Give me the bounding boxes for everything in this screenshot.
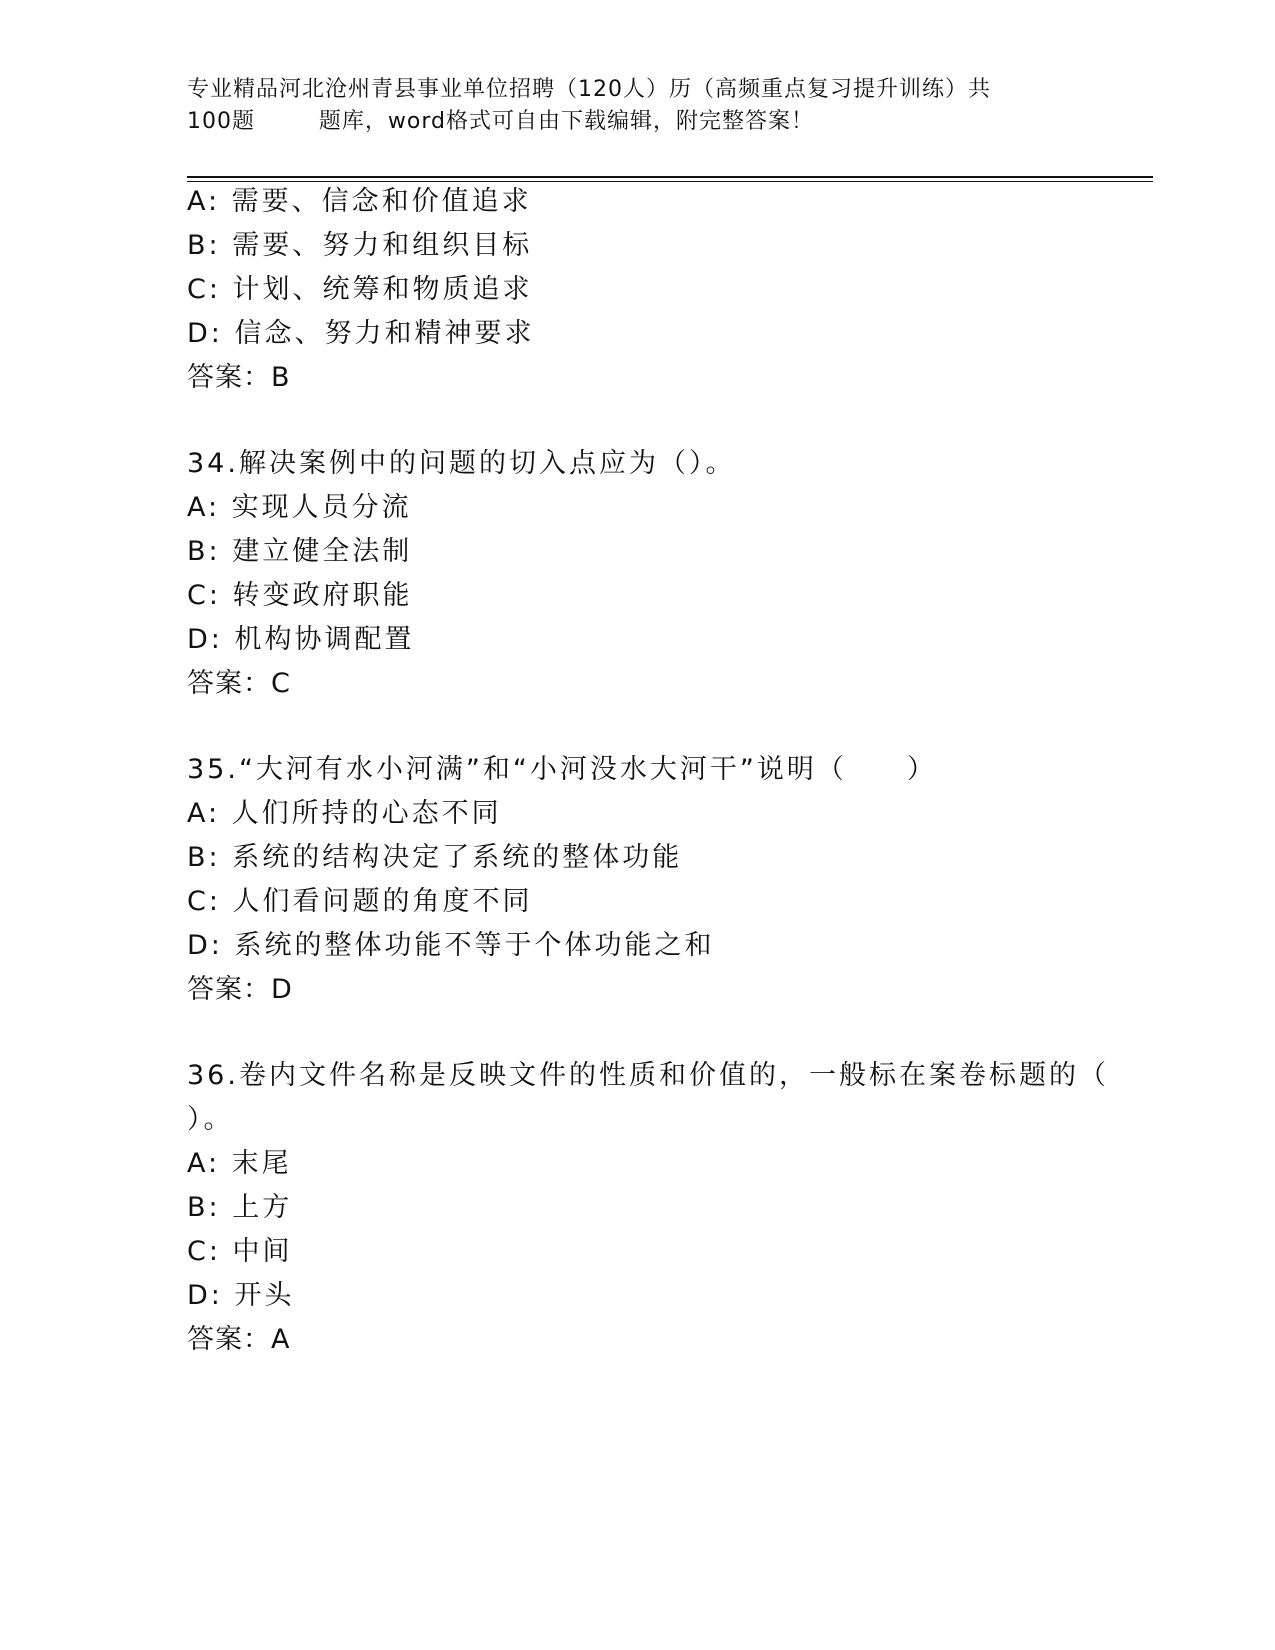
q34-option-d: D: 机构协调配置: [187, 624, 415, 655]
q36-option-c: C: 中间: [187, 1236, 293, 1267]
q33-option-a: A: 需要、信念和价值追求: [187, 186, 532, 217]
q33-answer: 答案：B: [187, 362, 291, 393]
q34-option-c: C: 转变政府职能: [187, 580, 413, 611]
header-title-line-2: 100题 题库，word格式可自由下载编辑，附完整答案！: [187, 109, 815, 134]
q35-stem: 35.“大河有水小河满”和“小河没水大河干”说明（ ）: [187, 754, 937, 785]
q35-option-d: D: 系统的整体功能不等于个体功能之和: [187, 930, 715, 961]
q34-option-a: A: 实现人员分流: [187, 492, 412, 523]
q33-option-d: D: 信念、努力和精神要求: [187, 318, 535, 349]
q35-option-b: B: 系统的结构决定了系统的整体功能: [187, 842, 683, 873]
header-divider-thin: [187, 181, 1153, 182]
q36-option-a: A: 末尾: [187, 1148, 292, 1179]
q35-option-c: C: 人们看问题的角度不同: [187, 886, 533, 917]
q33-option-c: C: 计划、统筹和物质追求: [187, 274, 533, 305]
q33-option-b: B: 需要、努力和组织目标: [187, 230, 533, 261]
q36-option-b: B: 上方: [187, 1192, 293, 1223]
q34-answer: 答案：C: [187, 668, 291, 699]
header-divider-thick: [187, 176, 1153, 178]
q34-option-b: B: 建立健全法制: [187, 536, 413, 567]
q34-stem: 34.解决案例中的问题的切入点应为（）。: [187, 448, 736, 479]
q36-answer: 答案：A: [187, 1324, 291, 1355]
document-header: [187, 74, 1067, 138]
header-title-line-1: 专业精品河北沧州青县事业单位招聘（120人）历（高频重点复习提升训练）共: [187, 77, 991, 102]
q36-stem-line-2: ）。: [187, 1104, 234, 1135]
q36-stem-line-1: 36.卷内文件名称是反映文件的性质和价值的，一般标在案卷标题的（: [187, 1060, 1109, 1091]
q35-option-a: A: 人们所持的心态不同: [187, 798, 502, 829]
q36-option-d: D: 开头: [187, 1280, 295, 1311]
q35-answer: 答案：D: [187, 974, 293, 1005]
